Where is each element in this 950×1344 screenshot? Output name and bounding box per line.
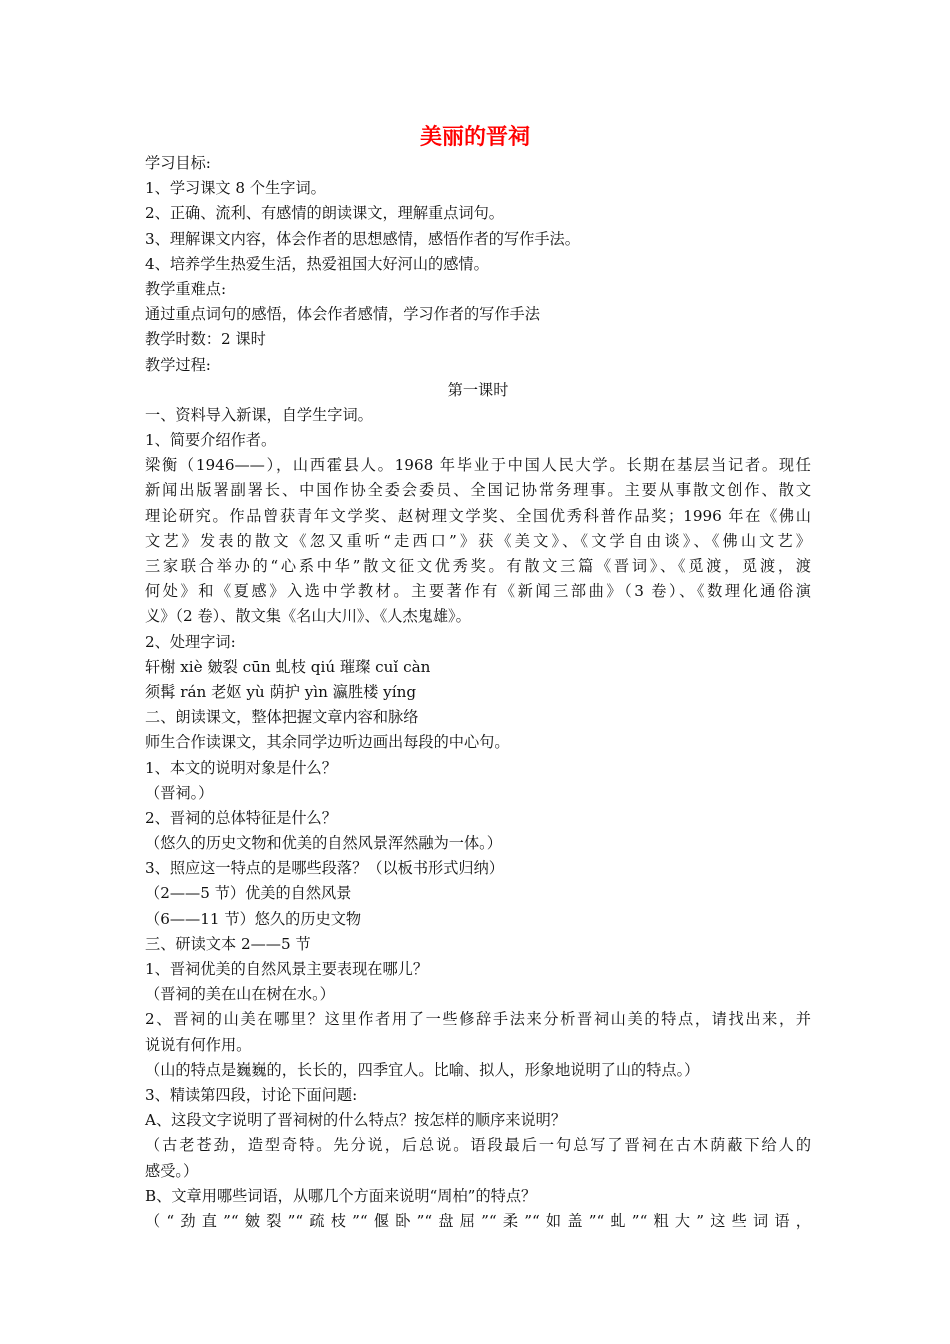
text-line: 2、处理字词: <box>145 632 236 651</box>
text-line: 二、朗读课文，整体把握文章内容和脉络 <box>145 708 419 727</box>
text-line: （晋祠的美在山在树在水。） <box>145 985 335 1004</box>
text-line: 通过重点词句的感悟，体会作者感情，学习作者的写作手法 <box>145 305 540 324</box>
text-line: 1、晋祠优美的自然风景主要表现在哪儿？ <box>145 960 429 978</box>
text-line: 2、晋祠的山美在哪里？这里作者用了一些修辞手法来分析晋祠山美的特点，请找出来，并 <box>145 1010 811 1029</box>
text-line: 3、精读第四段，讨论下面问题: <box>145 1085 358 1104</box>
text-line: 2、正确、流利、有感情的朗读课文，理解重点词句。 <box>145 204 504 223</box>
text-line: A、这段文字说明了晋祠树的什么特点？按怎样的顺序来说明？ <box>145 1111 567 1130</box>
text-line: 轩榭 xiè 皴裂 cūn 虬枝 qiú 璀璨 cuǐ càn <box>145 657 431 676</box>
text-line: 理论研究。作品曾获青年文学奖、赵树理文学奖、全国优秀科普作品奖；1996 年在《佛山 <box>145 506 811 525</box>
text-line: 三家联合举办的“心系中华”散文征文优秀奖。有散文三篇《晋词》、《觅渡，觅渡，渡 <box>145 557 811 575</box>
text-line: 须髯 rán 老妪 yù 荫护 yìn 瀛胜楼 yíng <box>145 682 417 701</box>
section-heading: 第一课时 <box>447 380 509 399</box>
text-line: 2、晋祠的总体特征是什么？ <box>145 808 337 827</box>
text-line: 3、理解课文内容，体会作者的思想感情，感悟作者的写作手法。 <box>145 229 580 248</box>
text-line: 一、资料导入新课，自学生字词。 <box>145 405 373 424</box>
text-line: 梁衡（1946——），山西霍县人。1968 年毕业于中国人民大学。长期在基层当记者。现任 <box>145 456 811 475</box>
text-line: 感受。） <box>145 1161 199 1180</box>
text-line: 1、简要介绍作者。 <box>145 431 277 450</box>
text-line: 文艺》发表的散文《忽又重听“走西口”》获《美文》、《文学自由谈》、《佛山文艺》 <box>145 531 811 550</box>
text-line: 说说有何作用。 <box>145 1035 252 1054</box>
text-line: （山的特点是巍巍的，长长的，四季宜人。比喻、拟人，形象地说明了山的特点。） <box>145 1060 700 1079</box>
text-line: 1、本文的说明对象是什么？ <box>145 758 337 777</box>
text-line: 义》（2 卷）、散文集《名山大川》、《人杰鬼雄》。 <box>145 607 471 626</box>
text-line: B、文章用哪些词语，从哪几个方面来说明“周柏”的特点？ <box>145 1186 537 1205</box>
text-line: 何处》和《夏感》入选中学教材。主要著作有《新闻三部曲》（3 卷）、《数理化通俗演 <box>145 582 811 601</box>
text-line: 教学时数：2 课时 <box>145 330 266 349</box>
text-line: （悠久的历史文物和优美的自然风景浑然融为一体。） <box>145 834 502 853</box>
text-line: 4、培养学生热爱生活，热爱祖国大好河山的感情。 <box>145 254 489 273</box>
page-title: 美丽的晋祠 <box>419 125 530 150</box>
text-line: 1、学习课文 8 个生字词。 <box>145 179 326 198</box>
text-line: （6——11 节）悠久的历史文物 <box>145 909 362 928</box>
text-line: 教学过程: <box>145 355 211 374</box>
text-line: 师生合作读课文，其余同学边听边画出每段的中心句。 <box>145 733 510 752</box>
text-line: 学习目标: <box>145 154 211 172</box>
text-line: （“劲直”“皴裂”“疏枝”“偃卧”“盘屈”“柔”“如盖”“虬”“粗大”这些词语， <box>145 1211 811 1230</box>
text-line: （古老苍劲，造型奇特。先分说，后总说。语段最后一句总写了晋祠在古木荫蔽下给人的 <box>145 1136 811 1155</box>
text-line: （2——5 节）优美的自然风景 <box>145 884 352 903</box>
document-body <box>145 151 811 1234</box>
text-line: 3、照应这一特点的是哪些段落？（以板书形式归纳） <box>145 859 504 878</box>
text-line: 新闻出版署副署长、中国作协全委会委员、全国记协常务理事。主要从事散文创作、散文 <box>145 481 811 500</box>
text-line: （晋祠。） <box>145 783 214 802</box>
text-line: 教学重难点: <box>145 279 227 298</box>
text-line: 三、研读文本 2——5 节 <box>145 934 311 953</box>
